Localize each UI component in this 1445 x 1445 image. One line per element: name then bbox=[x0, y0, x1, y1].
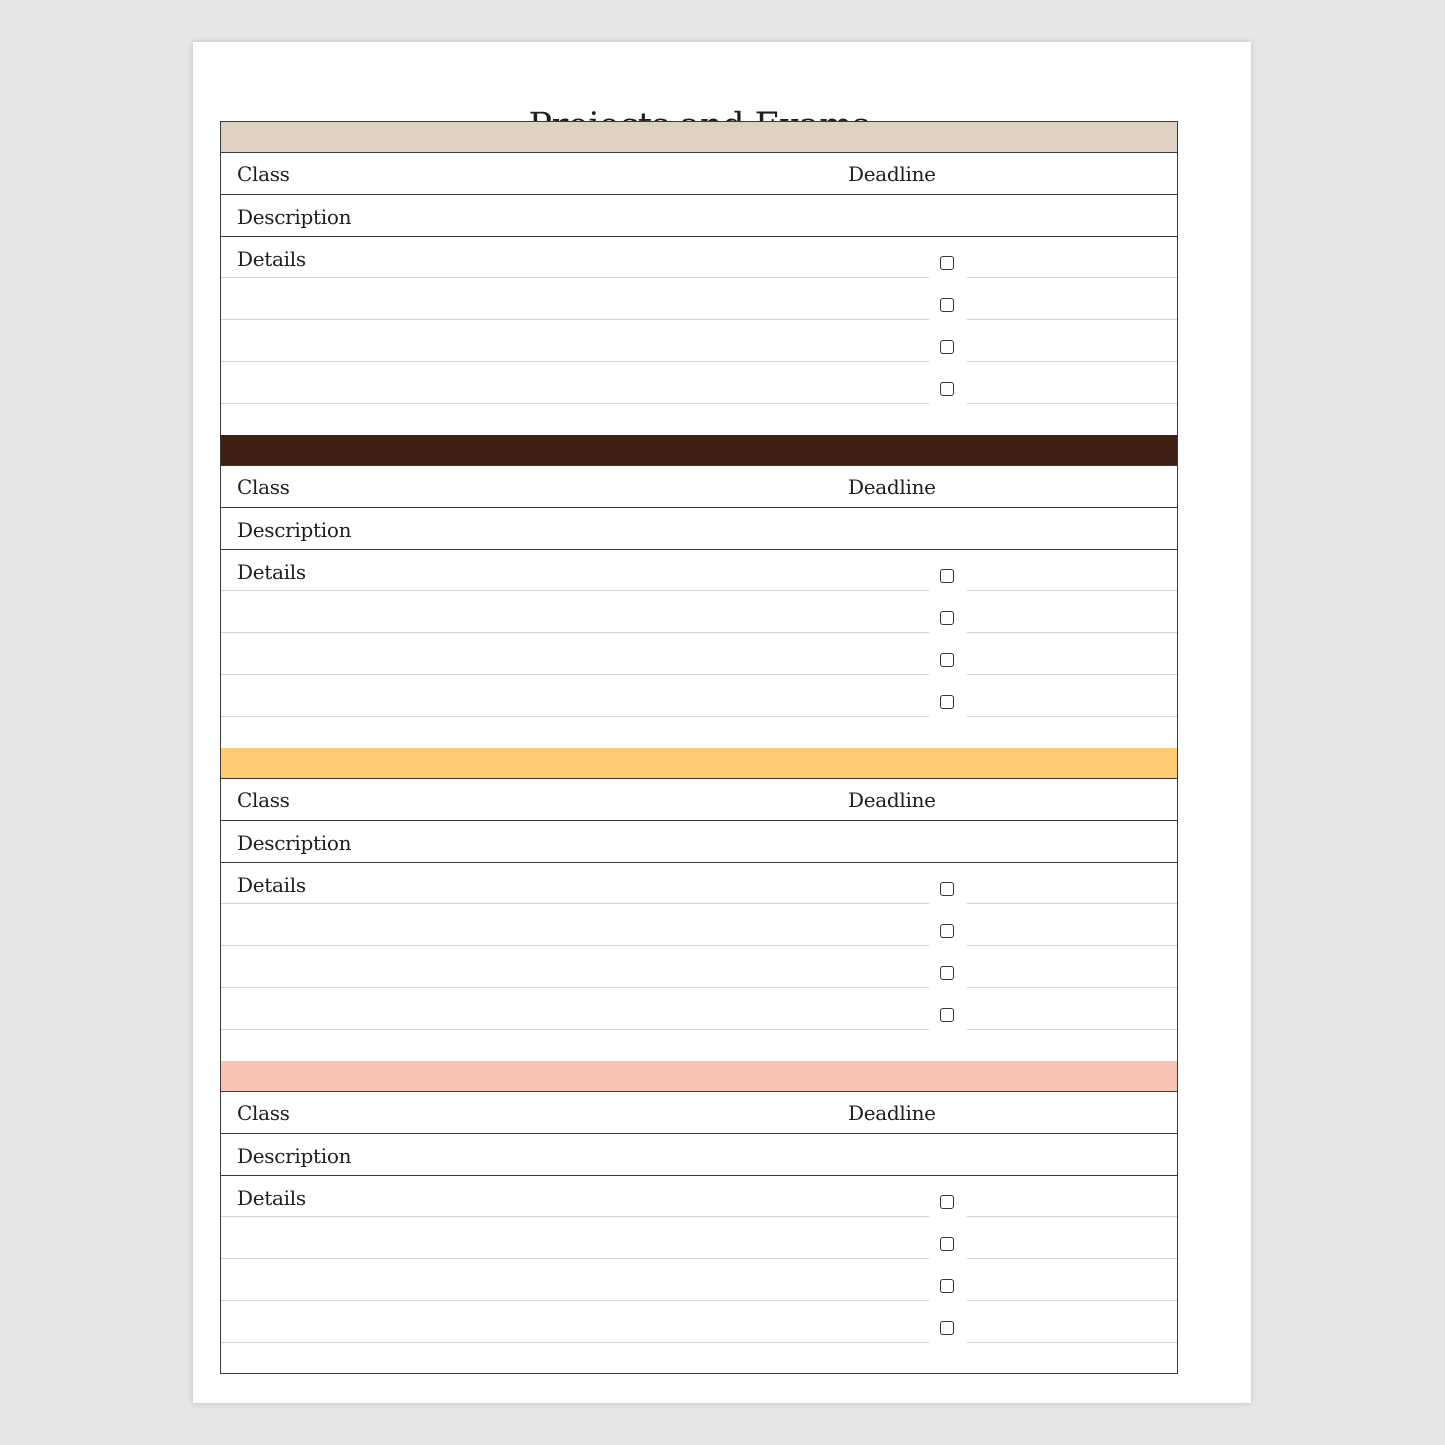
details-write-line[interactable] bbox=[221, 716, 929, 717]
row-divider bbox=[221, 549, 1177, 550]
section-color-band bbox=[221, 122, 1177, 153]
task-write-line[interactable] bbox=[967, 903, 1177, 904]
task-checkbox[interactable] bbox=[940, 882, 954, 896]
details-write-line[interactable] bbox=[221, 903, 929, 904]
task-write-line[interactable] bbox=[967, 403, 1177, 404]
description-label: Description bbox=[237, 518, 352, 542]
details-write-line[interactable] bbox=[221, 403, 929, 404]
task-checkbox[interactable] bbox=[940, 340, 954, 354]
task-write-line[interactable] bbox=[967, 1300, 1177, 1301]
task-write-line[interactable] bbox=[967, 319, 1177, 320]
deadline-label: Deadline bbox=[848, 475, 936, 499]
task-checkbox[interactable] bbox=[940, 1008, 954, 1022]
details-write-line[interactable] bbox=[221, 1029, 929, 1030]
row-divider bbox=[221, 1133, 1177, 1134]
details-write-line[interactable] bbox=[221, 1342, 929, 1343]
class-label: Class bbox=[237, 788, 290, 812]
deadline-label: Deadline bbox=[848, 1101, 936, 1125]
row-divider bbox=[221, 820, 1177, 821]
task-write-line[interactable] bbox=[967, 361, 1177, 362]
details-write-line[interactable] bbox=[221, 277, 929, 278]
task-write-line[interactable] bbox=[967, 1258, 1177, 1259]
task-write-line[interactable] bbox=[967, 1342, 1177, 1343]
details-write-line[interactable] bbox=[221, 319, 929, 320]
task-write-line[interactable] bbox=[967, 945, 1177, 946]
task-write-line[interactable] bbox=[967, 987, 1177, 988]
description-label: Description bbox=[237, 205, 352, 229]
task-checkbox[interactable] bbox=[940, 1321, 954, 1335]
details-label: Details bbox=[237, 247, 306, 271]
details-write-line[interactable] bbox=[221, 674, 929, 675]
details-label: Details bbox=[237, 873, 306, 897]
task-write-line[interactable] bbox=[967, 1216, 1177, 1217]
details-write-line[interactable] bbox=[221, 632, 929, 633]
details-label: Details bbox=[237, 1186, 306, 1210]
project-section bbox=[221, 1061, 1177, 1374]
details-write-line[interactable] bbox=[221, 945, 929, 946]
task-checkbox[interactable] bbox=[940, 924, 954, 938]
task-checkbox[interactable] bbox=[940, 569, 954, 583]
description-label: Description bbox=[237, 831, 352, 855]
project-section bbox=[221, 748, 1177, 1061]
task-checkbox[interactable] bbox=[940, 1279, 954, 1293]
row-divider bbox=[221, 507, 1177, 508]
task-checkbox[interactable] bbox=[940, 695, 954, 709]
task-checkbox[interactable] bbox=[940, 256, 954, 270]
details-write-line[interactable] bbox=[221, 1258, 929, 1259]
task-write-line[interactable] bbox=[967, 632, 1177, 633]
task-write-line[interactable] bbox=[967, 674, 1177, 675]
project-section bbox=[221, 435, 1177, 748]
details-label: Details bbox=[237, 560, 306, 584]
section-color-band bbox=[221, 748, 1177, 779]
task-checkbox[interactable] bbox=[940, 1195, 954, 1209]
task-write-line[interactable] bbox=[967, 1029, 1177, 1030]
task-checkbox[interactable] bbox=[940, 382, 954, 396]
task-checkbox[interactable] bbox=[940, 611, 954, 625]
task-checkbox[interactable] bbox=[940, 298, 954, 312]
details-write-line[interactable] bbox=[221, 361, 929, 362]
deadline-label: Deadline bbox=[848, 788, 936, 812]
row-divider bbox=[221, 862, 1177, 863]
section-color-band bbox=[221, 435, 1177, 466]
details-write-line[interactable] bbox=[221, 1300, 929, 1301]
task-write-line[interactable] bbox=[967, 277, 1177, 278]
project-section bbox=[221, 122, 1177, 435]
task-checkbox[interactable] bbox=[940, 1237, 954, 1251]
details-write-line[interactable] bbox=[221, 987, 929, 988]
class-label: Class bbox=[237, 475, 290, 499]
row-divider bbox=[221, 194, 1177, 195]
task-write-line[interactable] bbox=[967, 590, 1177, 591]
row-divider bbox=[221, 1175, 1177, 1176]
row-divider bbox=[221, 236, 1177, 237]
project-planner-table bbox=[220, 121, 1178, 1374]
details-write-line[interactable] bbox=[221, 590, 929, 591]
description-label: Description bbox=[237, 1144, 352, 1168]
task-checkbox[interactable] bbox=[940, 653, 954, 667]
details-write-line[interactable] bbox=[221, 1216, 929, 1217]
section-color-band bbox=[221, 1061, 1177, 1092]
class-label: Class bbox=[237, 1101, 290, 1125]
deadline-label: Deadline bbox=[848, 162, 936, 186]
task-write-line[interactable] bbox=[967, 716, 1177, 717]
class-label: Class bbox=[237, 162, 290, 186]
task-checkbox[interactable] bbox=[940, 966, 954, 980]
